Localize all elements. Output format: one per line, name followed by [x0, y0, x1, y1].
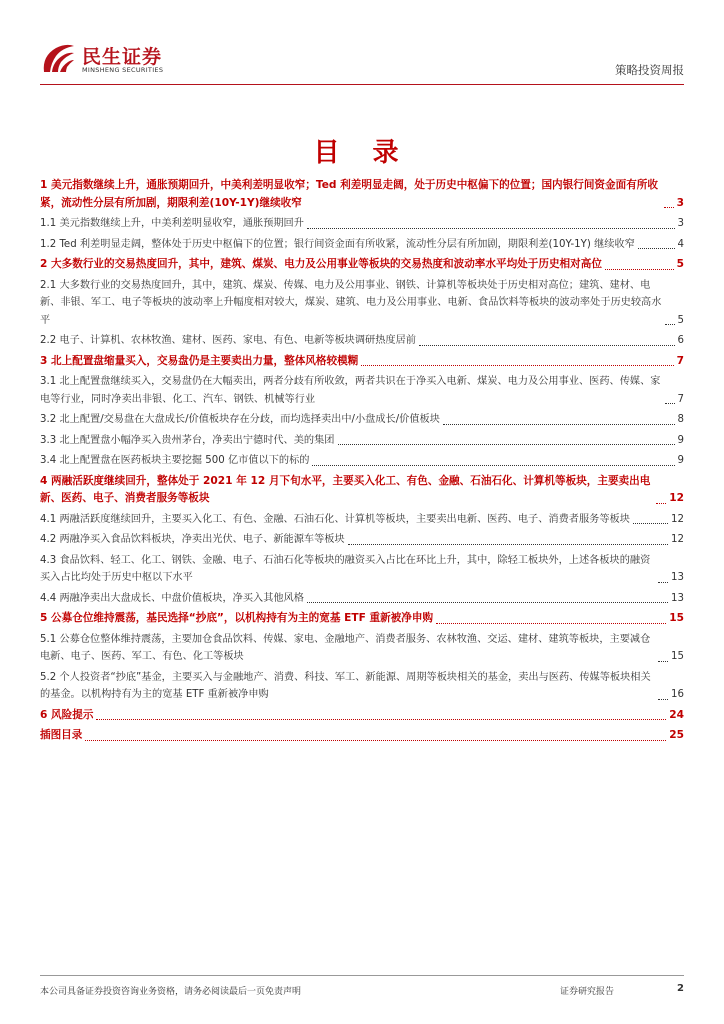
toc-page-number[interactable]: 5	[677, 314, 684, 326]
footer-disclaimer: 本公司具备证券投资咨询业务资格，请务必阅读最后一页免责声明	[40, 987, 302, 997]
toc-page-number[interactable]: 9	[677, 434, 684, 446]
toc-leader-dots	[348, 544, 668, 545]
toc-entry-text[interactable]: 5 公募仓位维持震荡，基民选择“抄底”，以机构持有为主的宽基 ETF 重新被净申购	[40, 612, 434, 624]
toc-leader-dots	[658, 661, 668, 662]
toc-page-number[interactable]: 12	[669, 492, 684, 504]
page-header	[40, 40, 684, 84]
toc-entry-text[interactable]: 5.2 个人投资者“抄底”基金，主要买入与金融地产、消费、科技、军工、新能源、周期等板块相关的基金，卖出与医药、传媒等板块相关的基金。以机构持有为主的宽基 ETF 重新被净申购	[40, 671, 651, 700]
toc-entry-text[interactable]: 2.2 电子、计算机、农林牧渔、建材、医药、家电、有色、电新等板块调研热度居前	[40, 335, 416, 346]
toc-page-number[interactable]: 12	[671, 513, 684, 525]
toc-entry-text[interactable]: 4.1 两融活跃度继续回升，主要买入化工、有色、金融、石油石化、计算机等板块，主要卖出电新、医药、电子、消费者服务等板块	[40, 513, 630, 525]
toc-leader-dots	[312, 465, 674, 466]
toc-entry-text[interactable]: 3.4 北上配置盘在医药板块主要挖掘 500 亿市值以下的标的	[40, 455, 310, 466]
toc-entry-subsection[interactable]	[40, 332, 684, 350]
page-number: 2	[677, 983, 684, 994]
toc-entry-text[interactable]: 4.3 食品饮料、轻工、化工、钢铁、金融、电子、石油石化等板块的融资买入占比在环比上升，其中，除轻工板块外，上述各板块的融资买入占比均处于历史中枢以下水平	[40, 554, 651, 583]
toc-entry-section[interactable]	[40, 610, 684, 628]
toc-entry-subsection[interactable]	[40, 531, 684, 549]
toc-entry-section[interactable]	[40, 473, 684, 508]
toc-page-number[interactable]: 25	[669, 729, 684, 741]
toc-entry-text[interactable]: 2.1 大多数行业的交易热度回升，其中，建筑、煤炭、传媒、电力及公用事业、钢铁、计算机等板块处于历史相对高位；建筑、建材、电新、非银、军工、电子等板块的波动率上升幅度相对较大，煤炭、建筑、电力及公用事业、电新、食品饮料等板块的波动率处于历史较高水平	[40, 279, 662, 326]
toc-entry-subsection[interactable]	[40, 215, 684, 233]
toc-leader-dots	[85, 740, 666, 741]
toc-entry-section[interactable]	[40, 256, 684, 274]
toc-leader-dots	[96, 719, 666, 720]
toc-page-number[interactable]: 5	[676, 258, 684, 270]
toc-page-number[interactable]: 15	[671, 651, 684, 662]
table-of-contents	[40, 174, 684, 745]
toc-leader-dots	[307, 602, 668, 603]
footer-divider	[40, 975, 684, 976]
toc-entry-section[interactable]	[40, 177, 684, 212]
toc-leader-dots	[361, 365, 673, 366]
toc-entry-text[interactable]: 3.1 北上配置盘继续买入，交易盘仍在大幅卖出，两者分歧有所收敛，两者共识在于净买入电新、煤炭、电力及公用事业、医药、传媒、家电等行业，同时净卖出非银、化工、汽车、钢铁、机械等行业	[40, 376, 661, 405]
toc-leader-dots	[638, 248, 675, 249]
toc-entry-subsection[interactable]	[40, 277, 684, 330]
toc-page-number[interactable]: 4	[677, 238, 684, 250]
toc-leader-dots	[665, 324, 675, 325]
toc-entry-text[interactable]: 1 美元指数继续上升，通胀预期回升，中美利差明显收窄；Ted 利差明显走阔，处于历史中枢偏下的位置；国内银行间资金面有所收紧，流动性分层有所加剧，期限利差(10Y-1Y)继续收窄	[40, 179, 658, 209]
toc-page-number[interactable]: 12	[671, 534, 684, 545]
company-logo	[40, 40, 210, 80]
report-type: 策略投资周报	[615, 63, 684, 77]
toc-page-number[interactable]: 3	[676, 196, 684, 209]
toc-title: 目 录	[313, 138, 411, 168]
toc-entry-text[interactable]: 4.4 两融净卖出大盘成长、中盘价值板块，净买入其他风格	[40, 592, 304, 604]
toc-entry-text[interactable]: 5.1 公募仓位整体维持震荡，主要加仓食品饮料、传媒、家电、金融地产、消费者服务、农林牧渔、交运、建材、建筑等板块，主要减仓电新、电子、医药、军工、有色、化工等板块	[40, 633, 651, 662]
toc-entry-subsection[interactable]	[40, 432, 684, 450]
toc-leader-dots	[633, 523, 668, 524]
toc-entry-subsection[interactable]	[40, 590, 684, 608]
toc-leader-dots	[664, 207, 674, 208]
toc-leader-dots	[658, 699, 668, 700]
toc-entry-text[interactable]: 1.1 美元指数继续上升，中美利差明显收窄，通胀预期回升	[40, 218, 304, 229]
toc-page-number[interactable]: 16	[671, 689, 684, 700]
toc-entry-text[interactable]: 1.2 Ted 利差明显走阔，整体处于历史中枢偏下的位置；银行间资金面有所收紧，流动性分层有所加剧，期限利差(10Y-1Y) 继续收窄	[40, 238, 635, 250]
toc-page-number[interactable]: 13	[671, 572, 684, 583]
footer-label: 证券研究报告	[560, 987, 615, 997]
toc-entry-subsection[interactable]	[40, 236, 684, 254]
toc-page-number[interactable]: 13	[671, 592, 684, 604]
toc-page-number[interactable]: 8	[677, 414, 684, 425]
logo-mark-icon	[40, 42, 76, 76]
toc-entry-text[interactable]: 4.2 两融净买入食品饮料板块，净卖出光伏、电子、新能源车等板块	[40, 534, 345, 545]
toc-page-number[interactable]: 24	[669, 708, 684, 721]
toc-page-number[interactable]: 7	[677, 393, 684, 405]
toc-page-number[interactable]: 6	[677, 335, 684, 346]
toc-entry-subsection[interactable]	[40, 552, 684, 587]
toc-entry-section[interactable]	[40, 353, 684, 371]
toc-entry-subsection[interactable]	[40, 631, 684, 666]
brand-name-en: MINSHENG SECURITIES	[82, 66, 164, 74]
toc-entry-text[interactable]: 3 北上配置盘缩量买入，交易盘仍是主要卖出力量，整体风格较模糊	[40, 354, 359, 367]
toc-leader-dots	[605, 269, 674, 270]
toc-entry-section[interactable]	[40, 707, 684, 725]
toc-entry-section[interactable]	[40, 727, 684, 745]
toc-entry-text[interactable]: 4 两融活跃度继续回升，整体处于 2021 年 12 月下旬水平，主要买入化工、有色、金融、石油石化、计算机等板块，主要卖出电新、医药、电子、消费者服务等板块	[40, 474, 651, 504]
header-divider	[40, 84, 684, 85]
toc-leader-dots	[419, 345, 675, 346]
toc-entry-text[interactable]: 插图目录	[40, 729, 83, 741]
toc-entry-subsection[interactable]	[40, 669, 684, 704]
toc-page-number[interactable]: 7	[676, 354, 684, 367]
brand-name-cn: 民生证券	[82, 46, 163, 68]
toc-leader-dots	[656, 503, 666, 504]
toc-leader-dots	[665, 403, 675, 404]
toc-entry-subsection[interactable]	[40, 511, 684, 529]
toc-leader-dots	[338, 444, 675, 445]
toc-page-number[interactable]: 9	[677, 455, 684, 466]
toc-entry-subsection[interactable]	[40, 452, 684, 470]
toc-page-number[interactable]: 3	[677, 218, 684, 229]
toc-leader-dots	[436, 623, 666, 624]
toc-entry-subsection[interactable]	[40, 411, 684, 429]
toc-leader-dots	[658, 582, 668, 583]
toc-leader-dots	[443, 424, 675, 425]
toc-entry-text[interactable]: 6 风险提示	[40, 708, 94, 721]
toc-leader-dots	[307, 228, 675, 229]
toc-entry-subsection[interactable]	[40, 373, 684, 408]
toc-entry-text[interactable]: 2 大多数行业的交易热度回升，其中，建筑、煤炭、电力及公用事业等板块的交易热度和波动率水平均处于历史相对高位	[40, 258, 602, 270]
toc-entry-text[interactable]: 3.2 北上配置/交易盘在大盘成长/价值板块存在分歧，而均选择卖出中/小盘成长/价值板块	[40, 414, 440, 425]
toc-page-number[interactable]: 15	[669, 612, 684, 624]
toc-entry-text[interactable]: 3.3 北上配置盘小幅净买入贵州茅台，净卖出宁德时代、美的集团	[40, 434, 335, 446]
